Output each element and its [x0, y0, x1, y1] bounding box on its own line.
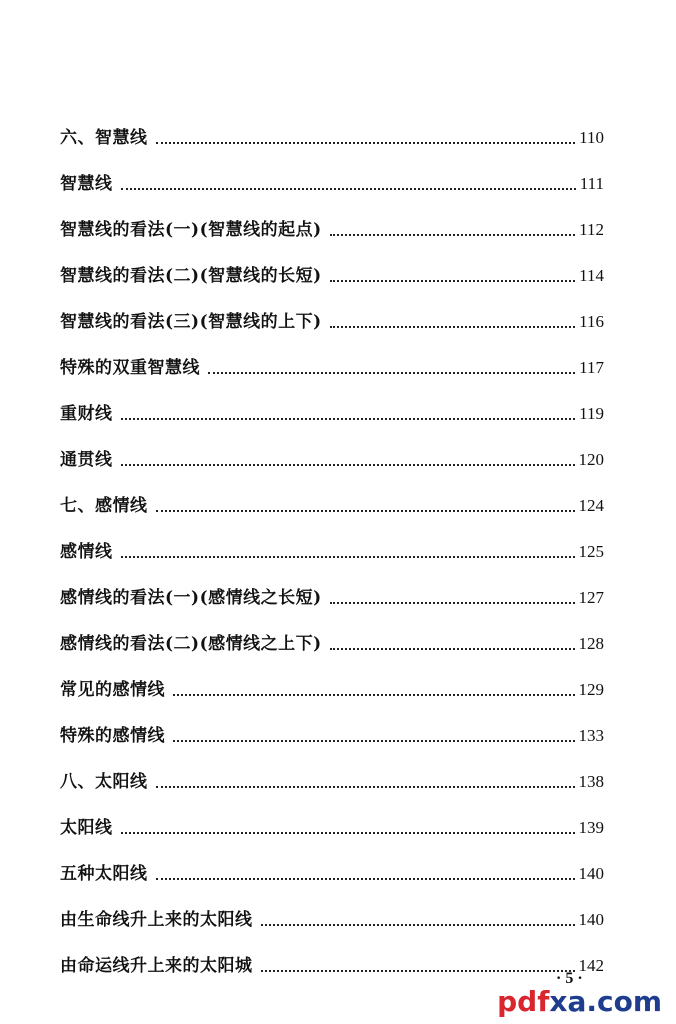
toc-entry-page: 110 — [579, 128, 604, 147]
toc-entry-page: 117 — [579, 358, 604, 377]
page-number: · 5 · — [556, 970, 583, 987]
toc-entry-title: 由命运线升上来的太阳城 — [60, 956, 253, 976]
toc-entry-page: 120 — [578, 450, 604, 469]
toc-entry-page: 111 — [579, 174, 604, 193]
watermark-part-blue: xa.com — [549, 985, 662, 1018]
toc-entry-page: 139 — [578, 818, 604, 837]
toc-entry — [60, 610, 604, 656]
toc-entry-page: 127 — [578, 588, 604, 607]
dot-leader — [330, 234, 575, 236]
toc-entry-page: 128 — [578, 634, 604, 653]
dot-leader — [173, 740, 575, 742]
dot-leader — [156, 510, 575, 512]
watermark-logo — [497, 985, 662, 1018]
toc-entry-title: 通贯线 — [60, 450, 113, 470]
toc-entry-title: 感情线的看法(一)(感情线之长短) — [60, 588, 322, 608]
table-of-contents — [60, 104, 604, 978]
toc-entry-title: 智慧线的看法(一)(智慧线的起点) — [60, 220, 322, 240]
toc-entry-title: 常见的感情线 — [60, 680, 165, 700]
toc-entry — [60, 794, 604, 840]
toc-entry — [60, 518, 604, 564]
toc-entry-page: 129 — [578, 680, 604, 699]
toc-entry — [60, 748, 604, 794]
dot-leader — [121, 188, 576, 190]
toc-entry-title: 特殊的感情线 — [60, 726, 165, 746]
toc-entry-title: 六、智慧线 — [60, 128, 148, 148]
toc-entry — [60, 150, 604, 196]
toc-entry — [60, 196, 604, 242]
toc-entry-page: 112 — [579, 220, 604, 239]
toc-entry-title: 七、感情线 — [60, 496, 148, 516]
toc-entry-title: 五种太阳线 — [60, 864, 148, 884]
dot-leader — [156, 878, 575, 880]
toc-entry-title: 感情线 — [60, 542, 113, 562]
toc-entry — [60, 656, 604, 702]
toc-entry-title: 八、太阳线 — [60, 772, 148, 792]
toc-entry-title: 智慧线 — [60, 174, 113, 194]
toc-entry-page: 133 — [578, 726, 604, 745]
dot-leader — [208, 372, 575, 374]
dot-leader — [121, 464, 575, 466]
toc-entry-page: 124 — [578, 496, 604, 515]
toc-entry-page: 140 — [578, 910, 604, 929]
toc-entry — [60, 702, 604, 748]
dot-leader — [330, 280, 575, 282]
toc-entry — [60, 380, 604, 426]
toc-entry-page: 119 — [579, 404, 604, 423]
toc-entry — [60, 334, 604, 380]
dot-leader — [330, 648, 575, 650]
toc-entry — [60, 426, 604, 472]
toc-entry-page: 114 — [579, 266, 604, 285]
toc-entry-title: 智慧线的看法(二)(智慧线的长短) — [60, 266, 322, 286]
watermark-part-red: pdf — [497, 985, 550, 1018]
toc-entry — [60, 104, 604, 150]
dot-leader — [121, 556, 575, 558]
toc-entry-title: 由生命线升上来的太阳线 — [60, 910, 253, 930]
toc-entry — [60, 564, 604, 610]
toc-entry-page: 142 — [578, 956, 604, 975]
toc-entry-title: 智慧线的看法(三)(智慧线的上下) — [60, 312, 322, 332]
dot-leader — [156, 786, 575, 788]
dot-leader — [261, 924, 575, 926]
dot-leader — [173, 694, 575, 696]
toc-entry-page: 125 — [578, 542, 604, 561]
toc-entry — [60, 932, 604, 978]
dot-leader — [121, 832, 575, 834]
toc-entry-page: 140 — [578, 864, 604, 883]
toc-entry — [60, 242, 604, 288]
toc-entry-page: 138 — [578, 772, 604, 791]
toc-entry-title: 特殊的双重智慧线 — [60, 358, 200, 378]
dot-leader — [261, 970, 575, 972]
toc-entry — [60, 840, 604, 886]
toc-entry — [60, 288, 604, 334]
toc-entry-page: 116 — [579, 312, 604, 331]
toc-entry — [60, 472, 604, 518]
dot-leader — [330, 326, 575, 328]
toc-entry-title: 重财线 — [60, 404, 113, 424]
dot-leader — [121, 418, 576, 420]
toc-entry — [60, 886, 604, 932]
dot-leader — [330, 602, 575, 604]
dot-leader — [156, 142, 576, 144]
toc-entry-title: 感情线的看法(二)(感情线之上下) — [60, 634, 322, 654]
toc-entry-title: 太阳线 — [60, 818, 113, 838]
